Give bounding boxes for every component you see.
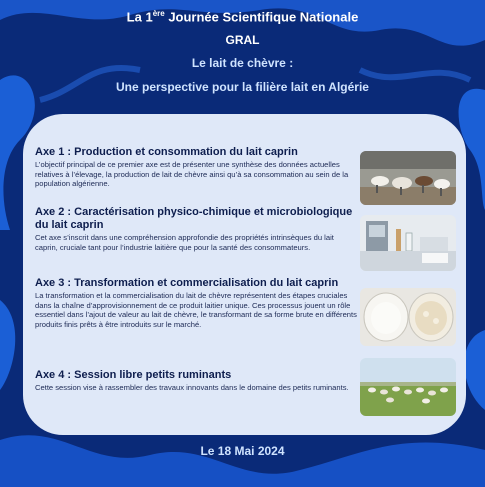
program-card [23, 114, 466, 435]
axis-3 [35, 277, 357, 329]
axis-2 [35, 206, 357, 252]
theme-subtitle: Une perspective pour la filière lait en Algérie [116, 80, 369, 94]
axis-4 [35, 369, 357, 393]
axis-1-title: Axe 1 : Production et consommation du lait caprin [35, 146, 298, 158]
event-title: La 1ère Journée Scientifique Nationale [126, 9, 359, 25]
event-date: Le 18 Mai 2024 [200, 444, 285, 458]
laboratory-photo [360, 215, 456, 271]
axis-1-description: L’objectif principal de ce premier axe est de présenter une synthèse des données actuelles relatives à l’élevage, la production de lait de chèvre ainsi qu’à sa consommation au sein de la population algérienne. [35, 160, 349, 188]
sheep-field-photo [360, 358, 456, 416]
axis-4-title: Axe 4 : Session libre petits ruminants [35, 369, 232, 381]
goats-photo [360, 151, 456, 205]
axis-3-title: Axe 3 : Transformation et commercialisation du lait caprin [35, 277, 339, 289]
cheese-photo [360, 288, 456, 346]
theme-title: Le lait de chèvre : [191, 56, 294, 70]
organization-name: GRAL [225, 33, 260, 47]
axis-2-description: Cet axe s’inscrit dans une compréhension approfondie des propriétés intrinsèques du lait caprin, cruciale tant pour l’industrie laitière que pour la santé des consommateurs. [35, 233, 334, 252]
axis-4-description: Cette session vise à rassembler des travaux innovants dans le domaine des petits ruminants. [35, 383, 349, 392]
axis-3-description: La transformation et la commercialisation du lait de chèvre représentent des étapes cruciales dans la chaîne d’approvisionnement de ce produit laitier unique. Ces processus jouent un rôle essentiel dans l’ajout de valeur au lait de chèvre, le transformant de sa forme brute en différents produits finis prêts à être introduits sur le marché. [35, 291, 357, 329]
axis-2-title: Axe 2 : Caractérisation physico-chimique et microbiologique du lait caprin [35, 206, 353, 231]
axis-1 [35, 146, 357, 189]
